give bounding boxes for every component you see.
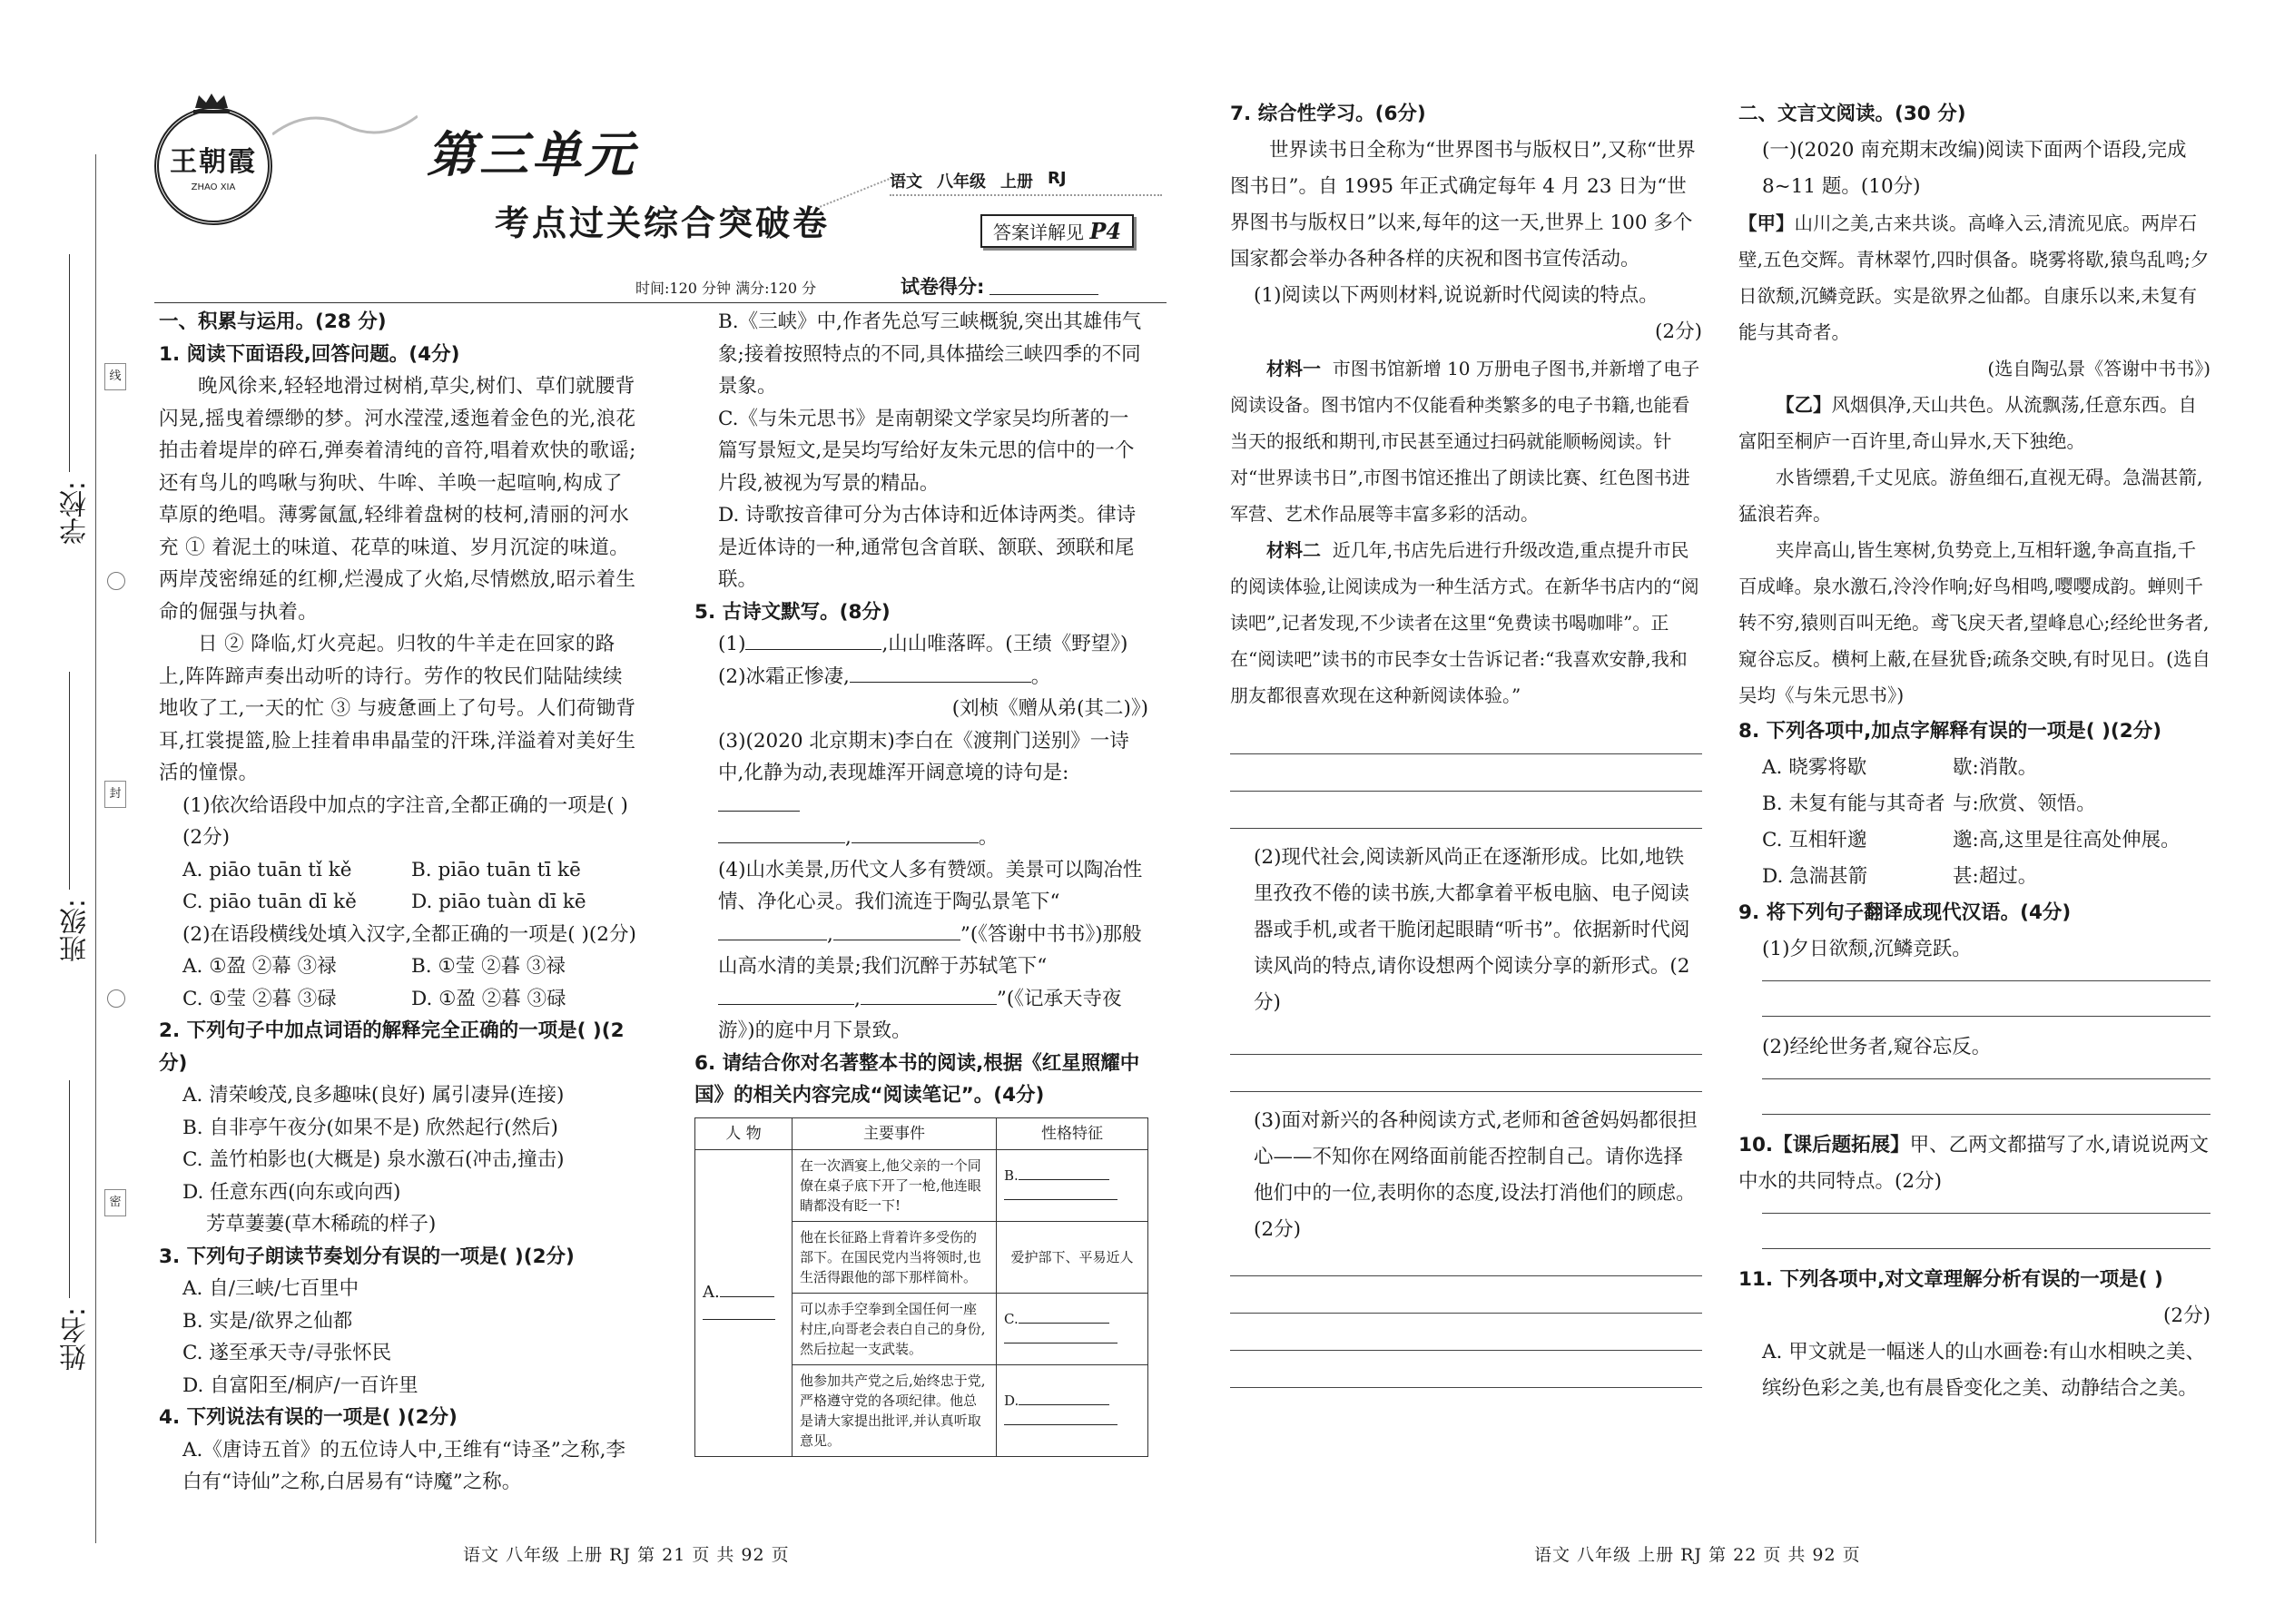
paper-title: 考点过关综合突破卷 — [495, 202, 831, 243]
option-c[interactable]: C. ①莹 ②暮 ③碌 — [182, 987, 337, 1010]
question-5-3: (3)(2020 北京期末)李白在《渡荆门送别》一诗中,化静为动,表现雄浑开阔意境的诗句是: , 。 — [718, 729, 1129, 849]
footer-left: 语文 八年级 上册 RJ 第 21 页 共 92 页 — [463, 1545, 790, 1565]
brand-logo: 王朝霞 ZHAO XIA — [154, 107, 272, 225]
question-3: 3. 下列句子朗读节奏划分有误的一项是( )(2分) — [159, 1245, 575, 1268]
option-a[interactable]: A. 清荣峻茂,良多趣味(良好) 属引凄异(连接) — [182, 1084, 565, 1107]
trait-cell[interactable]: C. — [997, 1293, 1148, 1364]
decorative-ribbon — [272, 107, 418, 143]
passage-jia-source: (选自陶弘景《答谢中书书》) — [1987, 358, 2210, 379]
question-7-1-score: (2分) — [1655, 320, 1702, 343]
option-a[interactable]: A. piāo tuān tǐ kě — [182, 858, 352, 881]
answer-blank[interactable] — [833, 920, 960, 940]
answer-lines-10[interactable] — [1738, 1213, 2210, 1249]
school-label: 学校: — [60, 481, 92, 546]
question-6: 6. 请结合你对名著整本书的阅读,根据《红星照耀中国》的相关内容完成“阅读笔记”。(4分) — [694, 1051, 1140, 1107]
section-1-heading: 一、积累与运用。(28 分) — [159, 310, 387, 333]
meta-tags — [890, 169, 1067, 192]
event-cell: 在一次酒宴上,他父亲的一个同僚在桌子底下开了一枪,他连眼睛都没有眨一下! — [793, 1149, 997, 1221]
question-5-4: (4)山水美景,历代文人多有赞颂。美景可以陶冶性情、净化心灵。我们流连于陶弘景笔下“, ”(《答谢中书书》)那般山高水清的美景;我们沉醉于苏轼笔下“, ”(《记承天寺夜游》)的庭中月下景致。 — [718, 858, 1143, 1042]
dotted-separator — [820, 175, 896, 208]
column-3 — [1230, 96, 1702, 1388]
answer-blank[interactable] — [718, 984, 854, 1005]
trait-cell: 爱护部下、平易近人 — [997, 1221, 1148, 1293]
answer-ref-box: 答案详解见 P4 — [980, 214, 1134, 248]
question-5-2-source: (刘桢《赠从弟(其二)》) — [951, 697, 1148, 720]
tag-edition: RJ — [1048, 169, 1067, 188]
option-d[interactable]: D. 诗歌按音律可分为古体诗和近体诗两类。律诗是近体诗的一种,通常包含首联、颔联、颈联和尾联。 — [718, 504, 1137, 591]
answer-blank[interactable] — [850, 662, 1031, 683]
option-b[interactable]: B. 实是/欲界之仙都 — [182, 1309, 353, 1333]
answer-lines-7-3[interactable] — [1230, 1275, 1702, 1388]
question-9-2: (2)经纶世务者,窥谷忘反。 — [1762, 1036, 1992, 1058]
answer-blank[interactable] — [852, 823, 979, 844]
option-c[interactable]: C. 互相轩邈 邈:高,这里是往高处伸展。 — [1762, 829, 2181, 851]
option-d[interactable]: D. 急湍甚箭 甚:超过。 — [1762, 865, 2038, 888]
answer-lines-9-1[interactable] — [1738, 980, 2210, 1017]
question-8: 8. 下列各项中,加点字解释有误的一项是( )(2分) — [1738, 720, 2162, 743]
material-1: 材料一 市图书馆新增 10 万册电子图书,并新增了电子阅读设备。图书馆内不仅能看种类繁多的电子书籍,也能看当天的报纸和期刊,市民甚至通过扫码就能顺畅阅读。针对“世界读书日”,市图书馆还推出了朗读比赛、红色图书进军营、艺术作品展等丰富多彩的活动。 — [1230, 358, 1700, 525]
answer-blank[interactable] — [720, 1280, 774, 1297]
unit-title: 第三单元 — [427, 126, 637, 183]
event-cell: 他在长征路上背着许多受伤的部下。在国民党内当将领时,也生活得跟他的部下那样简朴。 — [793, 1221, 997, 1293]
time-score-line: 时间:120 分钟 满分:120 分 — [635, 280, 817, 297]
question-7-3: (3)面对新兴的各种阅读方式,老师和爸爸妈妈都很担心——不知你在网络面前能否控制自己。请你选择他们中的一位,表明你的态度,设法打消他们的顾虑。(2分) — [1254, 1109, 1698, 1241]
person-cell[interactable]: A. — [695, 1149, 793, 1456]
option-b[interactable]: B. piāo tuān tī kē — [411, 858, 581, 881]
option-b[interactable]: B.《三峡》中,作者先总写三峡概貌,突出其雄伟气象;接着按照特点的不同,具体描绘三峡四季的不同景象。 — [718, 310, 1142, 398]
event-cell: 可以赤手空拳到全国任何一座村庄,向哥老会表白自己的身份,然后拉起一支武装。 — [793, 1293, 997, 1364]
option-a[interactable]: A. 甲文就是一幅迷人的山水画卷:有山水相映之美、缤纷色彩之美,也有晨昏变化之美、动静结合之美。 — [1762, 1341, 2205, 1400]
option-a[interactable]: A. 自/三峡/七百里中 — [182, 1277, 359, 1300]
question-1-1: (1)依次给语段中加点的字注音,全都正确的一项是( )(2分) — [182, 793, 628, 849]
extension-tag: 【课后题拓展】 — [1773, 1134, 1910, 1156]
option-b[interactable]: B. 未复有能与其奇者 与:欣赏、领悟。 — [1762, 792, 2096, 815]
name-label: 姓名: — [60, 1307, 92, 1372]
seal-char-xian: 线 — [104, 363, 126, 390]
school-field[interactable] — [69, 254, 70, 472]
question-1-2: (2)在语段横线处填入汉字,全都正确的一项是( )(2分) — [182, 922, 636, 946]
class-field[interactable] — [69, 672, 70, 890]
tag-grade: 八年级 — [937, 172, 986, 192]
tag-subject: 语文 — [890, 172, 922, 192]
option-a[interactable]: A. 晓雾将歇 歇:消散。 — [1762, 756, 2038, 779]
question-9: 9. 将下列句子翻译成现代汉语。(4分) — [1738, 901, 2072, 924]
q1-1-options-row1 — [159, 854, 640, 887]
reading-passage-2: 日 ② 降临,灯火亮起。归牧的牛羊走在回家的路上,阵阵蹄声奏出动听的诗行。劳作的牧民们陆陆续续地收了工,一天的忙 ③ 与疲惫画上了句号。人们荷锄背耳,扛裳提篮,脸上挂着串串晶莹的汗珠,洋溢着对美好生活的憧憬。 — [159, 633, 636, 784]
option-c[interactable]: C.《与朱元思书》是南朝梁文学家吴均所著的一篇写景短文,是吴均写给好友朱元思的信中的一个片段,被视为写景的精品。 — [718, 407, 1135, 495]
question-1: 1. 阅读下面语段,回答问题。(4分) — [159, 342, 460, 366]
option-d[interactable]: D. 自富阳至/桐庐/一百许里 — [182, 1373, 418, 1397]
option-d[interactable]: D. ①盈 ②暮 ③碌 — [411, 987, 566, 1010]
binding-hole-icon — [107, 989, 125, 1008]
tag-volume: 上册 — [1000, 172, 1033, 192]
table-header-row — [695, 1117, 1148, 1149]
q1-2-options-row1 — [159, 950, 640, 983]
passage-yi-1: 【乙】风烟俱净,天山共色。从流飘荡,任意东西。自富阳至桐庐一百许里,奇山异水,天下独绝。 — [1738, 394, 2198, 452]
header-rule — [154, 302, 1167, 303]
question-4: 4. 下列说法有误的一项是( )(2分) — [159, 1406, 458, 1429]
q1-1-options-row2 — [159, 886, 640, 919]
seal-char-feng: 封 — [104, 781, 126, 808]
question-7-intro: 世界读书日全称为“世界图书与版权日”,又称“世界图书日”。自 1995 年正式确定每年 4 月 23 日为“世界图书与版权日”以来,每年的这一天,世界上 100 多个国家都会举办各种各样的庆祝和图书宣传活动。 — [1230, 139, 1696, 271]
answer-lines-7-1[interactable] — [1230, 714, 1702, 829]
score-field[interactable] — [989, 294, 1098, 295]
answer-blank[interactable] — [718, 791, 800, 812]
option-a[interactable]: A.《唐诗五首》的五位诗人中,王维有“诗圣”之称,李白有“诗仙”之称,白居易有“诗魔”之称。 — [182, 1438, 626, 1493]
question-5-2: (2)冰霜正惨凄, 。 — [694, 661, 1148, 694]
table-row — [695, 1149, 1148, 1221]
question-5: 5. 古诗文默写。(8分) — [694, 600, 891, 624]
event-cell: 他参加共产党之后,始终忠于党,严格遵守党的各项纪律。他总是请大家提出批评,并认真听取意见。 — [793, 1364, 997, 1456]
option-b[interactable]: B. 自非亭午夜分(如果不是) 欣然起行(然后) — [182, 1116, 558, 1139]
col-header-events: 主要事件 — [793, 1117, 997, 1149]
dotted-divider — [890, 194, 1162, 196]
option-d[interactable]: D. 任意东西(向东或向西) — [182, 1180, 401, 1204]
question-7: 7. 综合性学习。(6分) — [1230, 103, 1426, 125]
material-2: 材料二 近几年,书店先后进行升级改造,重点提升市民的阅读体验,让阅读成为一种生活方式。在新华书店内的“阅读吧”,记者发现,不少读者在这里“免费读书喝咖啡”。正在“阅读吧”读书的市民李女士告诉记者:“我喜欢安静,我和朋友都很喜欢现在这种新阅读体验。” — [1230, 539, 1699, 706]
answer-blank[interactable] — [861, 984, 997, 1005]
reading-passage-1: 晚风徐来,轻轻地滑过树梢,草尖,树们、草们就腰背闪晃,摇曳着缥缈的梦。河水滢滢,逶迤着金色的光,浪花拍击着堤岸的碎石,弹奏着清纯的音符,唱着欢快的歌谣;还有鸟儿的鸣啾与狗吠、牛哞、羊唤一起喧响,构成了草原的绝唱。薄雾氤氲,轻绯着盘树的枝柯,清丽的河水充 ① 着泥土的味道、花草的味道、岁月沉淀的味道。两岸茂密绵延的红柳,烂漫成了火焰,尽情燃放,昭示着生命的倔强与执着。 — [159, 375, 636, 624]
trait-cell[interactable]: D. — [997, 1364, 1148, 1456]
answer-page: P4 — [1089, 218, 1122, 244]
footer-right: 语文 八年级 上册 RJ 第 22 页 共 92 页 — [1534, 1545, 1861, 1565]
column-1 — [159, 306, 640, 1499]
option-d-cont: 芳草萋萋(草木稀疏的样子) — [206, 1213, 437, 1235]
question-2: 2. 下列句子中加点词语的解释完全正确的一项是( )(2分) — [159, 1019, 625, 1075]
question-5-1: (1) ,山山唯落晖。(王绩《野望》) — [694, 628, 1148, 661]
trait-cell[interactable]: B. — [997, 1149, 1148, 1221]
column-4 — [1738, 96, 2210, 1407]
q8-options — [1738, 750, 2210, 895]
class-label: 班级: — [60, 899, 92, 963]
name-field[interactable] — [69, 1080, 70, 1298]
option-a[interactable]: A. ①盈 ②幕 ③禄 — [182, 955, 337, 978]
answer-lines-7-2[interactable] — [1230, 1054, 1702, 1092]
binding-hole-icon — [107, 572, 125, 590]
question-7-2: (2)现代社会,阅读新风尚正在逐渐形成。比如,地铁里孜孜不倦的读书族,大都拿着平板电脑、电子阅读器或手机,或者干脆闭起眼睛“听书”。依据新时代阅读风尚的特点,请你设想两个阅读分享的新形式。(2分) — [1254, 846, 1690, 1014]
option-c[interactable]: C. 盖竹柏影也(大概是) 泉水激石(冲击,撞击) — [182, 1148, 565, 1171]
part-1-intro: (一)(2020 南充期末改编)阅读下面两个语段,完成 8~11 题。(10分) — [1762, 139, 2187, 198]
option-b[interactable]: B. ①莹 ②暮 ③禄 — [411, 955, 566, 978]
passage-yi-3: 夹岸高山,皆生寒树,负势竞上,互相轩邈,争高直指,千百成峰。泉水激石,泠泠作响;好鸟相鸣,嘤嘤成韵。蝉则千转不穷,猿则百叫无绝。鸢飞戾天者,望峰息心;经纶世务者,窥谷忘反。横柯上蔽,在昼犹昏;疏条交映,有时见日。(选自吴均《与朱元思书》) — [1738, 539, 2210, 706]
answer-lines-9-2[interactable] — [1738, 1078, 2210, 1115]
question-7-1: (1)阅读以下两则材料,说说新时代阅读的特点。 — [1254, 284, 1659, 307]
score-label: 试卷得分: — [901, 276, 985, 298]
answer-blank[interactable] — [718, 920, 827, 940]
passage-jia: 【甲】山川之美,古来共谈。高峰入云,清流见底。两岸石壁,五色交辉。青林翠竹,四时俱备。晓雾将歇,猿鸟乱鸣;夕日欲颓,沉鳞竞跃。实是欲界之仙都。自康乐以来,未复有能与其奇者。 — [1738, 212, 2210, 343]
answer-blank[interactable] — [703, 1303, 775, 1320]
reading-notes-table — [694, 1117, 1148, 1457]
question-11-score: (2分) — [2163, 1304, 2210, 1327]
col-header-person: 人 物 — [695, 1117, 793, 1149]
question-10: 10.【课后题拓展】甲、乙两文都描写了水,请说说两文中水的共同特点。(2分) — [1738, 1134, 2209, 1193]
answer-blank[interactable] — [745, 630, 881, 651]
q1-2-options-row2 — [159, 983, 640, 1016]
crown-icon — [193, 92, 230, 113]
column-2 — [694, 306, 1148, 1457]
question-9-1: (1)夕日欲颓,沉鳞竞跃。 — [1762, 938, 1972, 960]
option-d[interactable]: D. piāo tuàn dī kē — [411, 891, 586, 913]
section-2-heading: 二、文言文阅读。(30 分) — [1738, 103, 1966, 125]
option-c[interactable]: C. piāo tuān dī kě — [182, 891, 357, 913]
answer-blank[interactable] — [718, 823, 845, 844]
passage-yi-2: 水皆缥碧,千丈见底。游鱼细石,直视无碍。急湍甚箭,猛浪若奔。 — [1738, 467, 2203, 525]
seal-char-mi: 密 — [104, 1189, 126, 1216]
question-11: 11. 下列各项中,对文章理解分析有误的一项是( ) — [1738, 1268, 2163, 1291]
col-header-traits: 性格特征 — [997, 1117, 1148, 1149]
option-c[interactable]: C. 遂至承天寺/寻张怀民 — [182, 1342, 392, 1364]
